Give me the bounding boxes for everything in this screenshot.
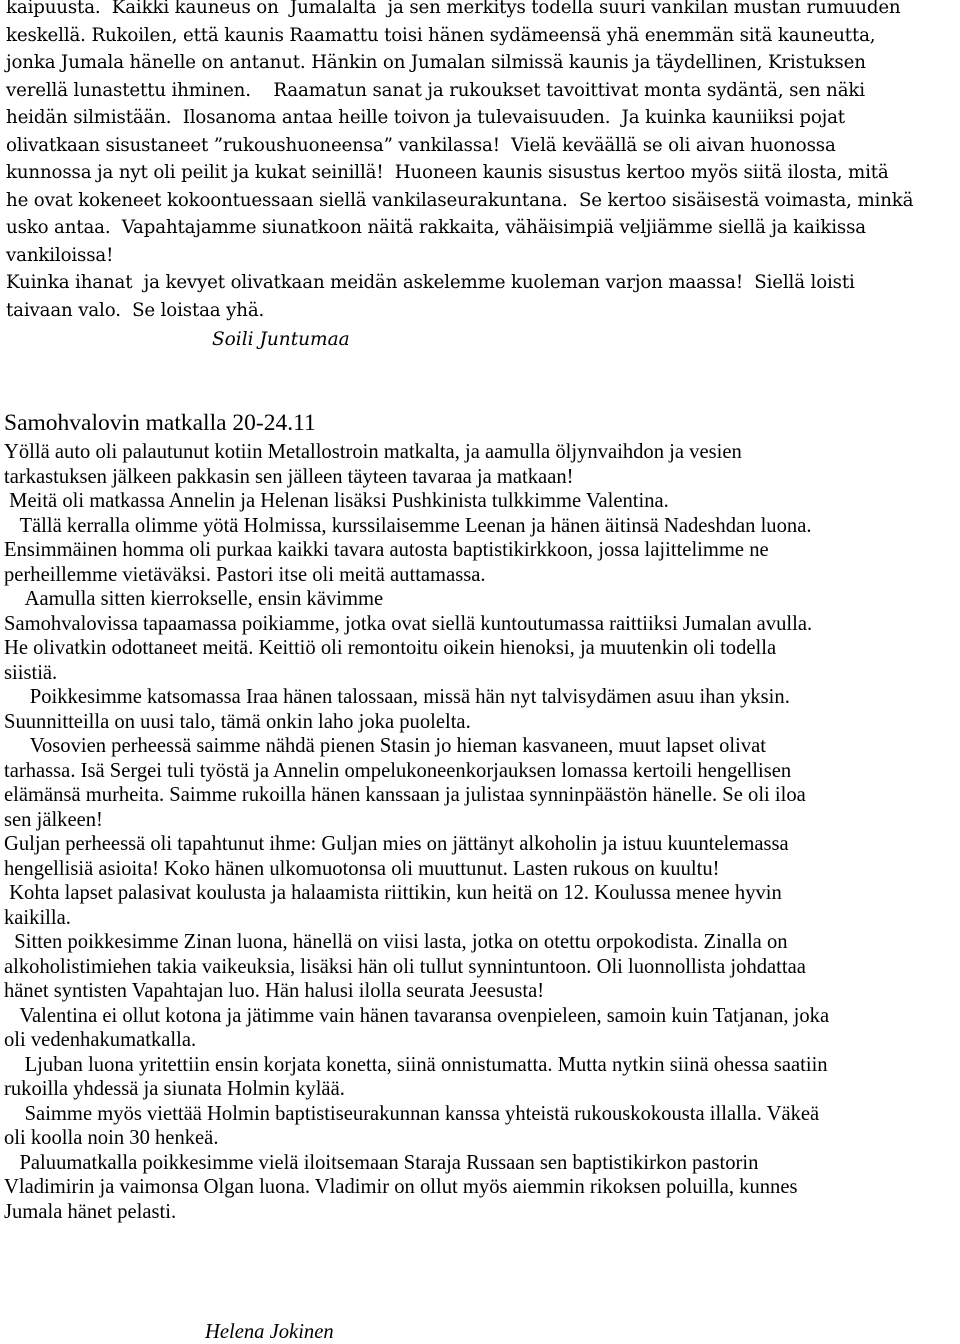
text-line: Kohta lapset palasivat koulusta ja halaamista riittikin, kun heitä on 12. Koulussa menee hyvin [4,882,782,904]
text-line: keskellä. Rukoilen, että kaunis Raamattu toisi hänen sydämeensä yhä enemmän sitä kauneutta, [6,24,876,46]
text-line: oli koolla noin 30 henkeä. [4,1127,219,1149]
text-line: kaipuusta. Kaikki kauneus on Jumalalta ja sen merkitys todella suuri vankilan mustan rumuuden [6,0,901,18]
text-line: He olivatkin odottaneet meitä. Keittiö oli remontoitu oikein hienoksi, ja muutenkin oli todella [4,637,777,659]
author-signature: Soili Juntumaa [212,329,350,350]
text-line: olivatkaan sisustaneet ”rukoushuoneensa” vankilassa! Vielä keväällä se oli aivan huonossa [6,134,836,156]
text-line: Poikkesimme katsomassa Iraa hänen talossaan, missä hän nyt talvisydämen asuu ihan yksin. [4,686,790,708]
text-line: Tällä kerralla olimme yötä Holmissa, kurssilaisemme Leenan ja hänen äitinsä Nadeshdan luona. [4,514,812,537]
text-line: taivaan valo. Se loistaa yhä. [6,299,265,321]
text-line: Aamulla sitten kierrokselle, ensin kävimme [4,588,384,610]
text-line: Kuinka ihanat ja kevyet olivatkaan meidän askelemme kuoleman varjon maassa! Siellä loisti [6,272,855,293]
text-line: oli vedenhakumatkalla. [4,1029,197,1051]
text-line: hänet syntisten Vapahtajan luo. Hän halusi ilolla seurata Jeesusta! [4,980,545,1002]
article-continuation [6,0,956,324]
text-line: kunnossa ja nyt oli peilit ja kukat seinillä! Huoneen kaunis sisustus kertoo myös siitä ilosta, mitä [6,162,889,183]
text-line: Jumala hänet pelasti. [4,1200,177,1223]
text-line: rukoilla yhdessä ja siunata Holmin kylää. [4,1078,345,1100]
text-line: elämänsä murheita. Saimme rukoilla hänen kanssaan ja julistaa synninpäästön hänelle. Se oli iloa [4,784,806,806]
article-body [4,440,958,1224]
text-line: sen jälkeen! [4,808,103,831]
text-line: Samohvalovissa tapaamassa poikiamme, jotka ovat siellä kuntoutumassa raittiiksi Jumalan avulla. [4,612,813,635]
text-line: Suunnitteilla on uusi talo, tämä onkin laho joka puolelta. [4,710,471,733]
text-line: perheillemme vietäväksi. Pastori itse oli meitä auttamassa. [4,563,486,586]
text-line: Saimme myös viettää Holmin baptistiseurakunnan kanssa yhteistä rukouskokousta illalla. Väkeä [4,1102,820,1125]
text-line: siistiä. [4,661,58,684]
text-line: Valentina ei ollut kotona ja jätimme vain hänen tavaransa ovenpieleen, samoin kuin Tatjanan, joka [4,1004,830,1027]
text-line: Ljuban luona yritettiin ensin korjata konetta, siinä onnistumatta. Mutta nytkin siinä ohessa saatiin [4,1053,828,1076]
text-line: Meitä oli matkassa Annelin ja Helenan lisäksi Pushkinista tulkkimme Valentina. [4,490,669,512]
text-line: Ensimmäinen homma oli purkaa kaikki tavara autosta baptistikirkkoon, jossa lajittelimme ne [4,539,769,561]
text-line: hengellisiä asioita! Koko hänen ulkomuotonsa oli muuttunut. Lasten rukous on kuultu! [4,857,720,880]
text-line: Paluumatkalla poikkesimme vielä iloitsemaan Staraja Russaan sen baptistikirkon pastorin [4,1151,759,1174]
text-line: Vosovien perheessä saimme nähdä pienen Stasin jo hieman kasvaneen, muut lapset olivat [4,735,766,757]
text-line: alkoholistimiehen takia vaikeuksia, lisäksi hän oli tullut synnintuntoon. Oli luonnollista johdattaa [4,955,806,978]
text-line: usko antaa. Vapahtajamme siunatkoon näitä rakkaita, vähäisimpiä veljiämme siellä ja kaikissa [6,217,866,238]
text-line: heidän silmistään. Ilosanoma antaa heille toivon ja tulevaisuuden. Ja kuinka kauniiksi pojat [6,107,845,128]
article-title: Samohvalovin matkalla 20-24.11 [4,410,316,436]
text-line: vankiloissa! [6,244,114,266]
text-line: he ovat kokeneet kokoontuessaan siellä vankilaseurakuntana. Se kertoo sisäisestä voimasta, minkä [6,189,914,211]
text-line: tarhassa. Isä Sergei tuli työstä ja Annelin ompelukoneenkorjauksen lomassa kertoili hengellisen [4,759,792,782]
text-line: Yöllä auto oli palautunut kotiin Metallostroin matkalta, ja aamulla öljynvaihdon ja vesien [4,441,742,463]
text-line: kaikilla. [4,906,71,929]
text-line: Vladimirin ja vaimonsa Olgan luona. Vladimir on ollut myös aiemmin rikoksen poluilla, kunnes [4,1176,798,1198]
text-line: verellä lunastettu ihminen. Raamatun sanat ja rukoukset tavoittivat monta sydäntä, sen näki [6,79,865,101]
text-line: tarkastuksen jälkeen pakkasin sen jälleen täyteen tavaraa ja matkaan! [4,465,574,488]
text-line: jonka Jumala hänelle on antanut. Hänkin on Jumalan silmissä kaunis ja täydellinen, Kristuksen [6,52,866,73]
text-line: Sitten poikkesimme Zinan luona, hänellä on viisi lasta, jotka on otettu orpokodista. Zinalla on [4,931,788,953]
author-signature: Helena Jokinen [205,1321,334,1343]
text-line: Guljan perheessä oli tapahtunut ihme: Guljan mies on jättänyt alkoholin ja istuu kuuntelemassa [4,833,789,855]
